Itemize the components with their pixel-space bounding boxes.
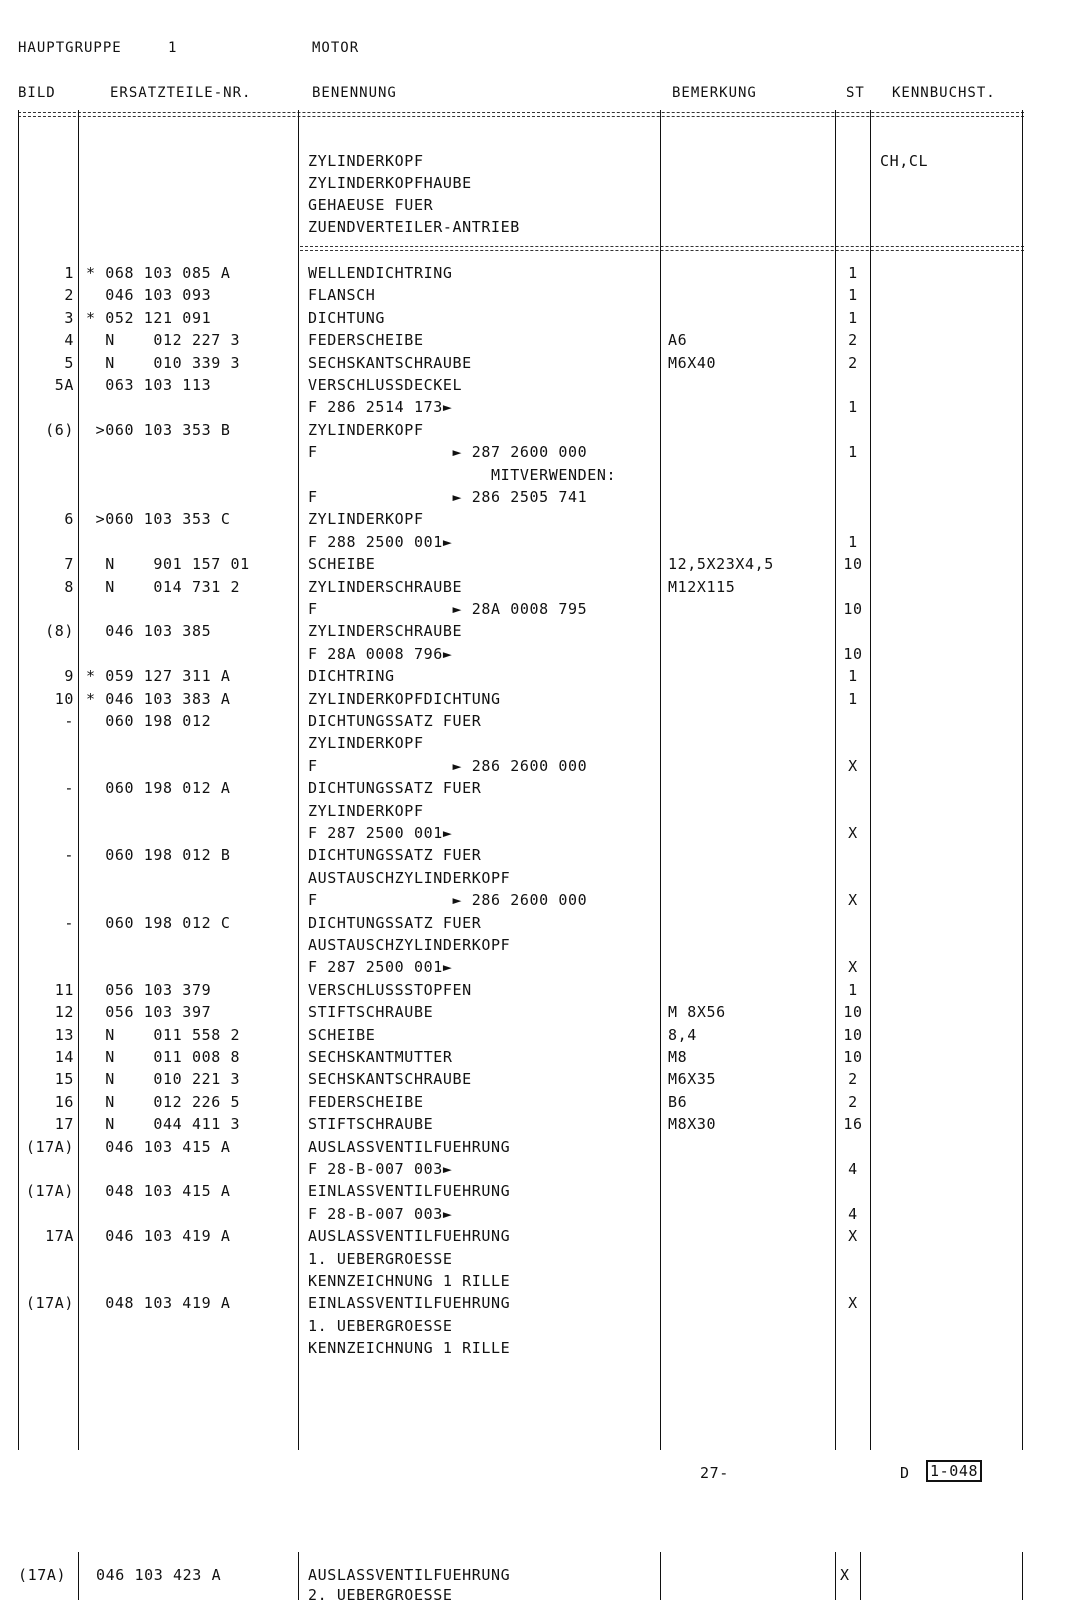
row-ben: FEDERSCHEIBE bbox=[308, 331, 424, 350]
row-ben: F 287 2500 001► bbox=[308, 958, 453, 977]
row-ben: EINLASSVENTILFUEHRUNG bbox=[308, 1182, 511, 1201]
header-separator bbox=[18, 112, 1024, 113]
row-st: 10 bbox=[843, 600, 863, 618]
row-nr: N 011 558 2 bbox=[86, 1025, 241, 1044]
row-bem: M 8X56 bbox=[668, 1003, 726, 1022]
col-teilenr: ERSATZTEILE-NR. bbox=[110, 85, 252, 101]
next-benennung-2: 2. UEBERGROESSE bbox=[308, 1586, 453, 1604]
row-st: X bbox=[848, 824, 858, 842]
row-ben: ZYLINDERKOPF bbox=[308, 801, 424, 820]
row-ben: F 288 2500 001► bbox=[308, 532, 453, 551]
row-bild: 16 bbox=[54, 1092, 74, 1111]
row-nr: 056 103 379 bbox=[86, 980, 212, 999]
row-ben: F ► 28A 0008 795 bbox=[308, 600, 588, 618]
row-bem: M6X35 bbox=[668, 1070, 717, 1089]
row-ben: DICHTUNGSSATZ FUER bbox=[308, 712, 482, 730]
col-divider bbox=[660, 110, 661, 1450]
section-separator-2 bbox=[300, 250, 1024, 251]
row-nr: >060 103 353 C bbox=[86, 510, 231, 529]
row-ben: FEDERSCHEIBE bbox=[308, 1092, 424, 1111]
row-ben: SECHSKANTMUTTER bbox=[308, 1048, 453, 1066]
row-bild: (6) bbox=[45, 420, 74, 439]
col-bild: BILD bbox=[18, 85, 56, 101]
row-ben: ZYLINDERKOPF bbox=[308, 510, 424, 529]
row-ben: ZYLINDERSCHRAUBE bbox=[308, 622, 463, 641]
col-divider bbox=[870, 110, 871, 1450]
section-line: ZYLINDERKOPF bbox=[308, 152, 424, 170]
row-st: 1 bbox=[848, 286, 858, 305]
row-ben: STIFTSCHRAUBE bbox=[308, 1115, 434, 1134]
row-bild: 6 bbox=[64, 510, 74, 529]
row-bem: A6 bbox=[668, 331, 688, 350]
row-ben: MITVERWENDEN: bbox=[308, 465, 617, 484]
row-ben: KENNZEICHNUNG 1 RILLE bbox=[308, 1272, 511, 1290]
next-nr: 046 103 423 A bbox=[96, 1566, 222, 1584]
catalog-code: 1-048 bbox=[926, 1460, 982, 1482]
col-divider bbox=[298, 1552, 299, 1600]
row-bild: 9 bbox=[64, 667, 74, 686]
row-ben: DICHTUNGSSATZ FUER bbox=[308, 913, 482, 932]
row-ben: F 28-B-007 003► bbox=[308, 1204, 453, 1223]
row-ben: EINLASSVENTILFUEHRUNG bbox=[308, 1294, 511, 1313]
row-nr: * 059 127 311 A bbox=[86, 667, 231, 686]
row-bild: (17A) bbox=[25, 1137, 74, 1156]
row-st: 2 bbox=[848, 331, 858, 350]
next-bild: (17A) bbox=[18, 1566, 67, 1584]
row-ben: DICHTRING bbox=[308, 667, 395, 686]
row-nr: >060 103 353 B bbox=[86, 420, 231, 439]
row-bem: B6 bbox=[668, 1092, 688, 1111]
row-st: 10 bbox=[843, 1003, 863, 1022]
row-st: X bbox=[848, 1227, 858, 1246]
row-nr: 048 103 415 A bbox=[86, 1182, 231, 1201]
row-bild: (17A) bbox=[25, 1294, 74, 1313]
row-bild: - bbox=[64, 779, 74, 798]
row-bild: 5A bbox=[54, 376, 74, 394]
row-ben: STIFTSCHRAUBE bbox=[308, 1003, 434, 1022]
row-st: 10 bbox=[843, 1025, 863, 1044]
row-ben: VERSCHLUSSDECKEL bbox=[308, 376, 463, 394]
section-line: ZYLINDERKOPFHAUBE bbox=[308, 174, 472, 192]
row-st: 4 bbox=[848, 1160, 858, 1178]
row-st: 4 bbox=[848, 1204, 858, 1223]
row-bem: M8X30 bbox=[668, 1115, 717, 1134]
row-ben: ZYLINDERKOPF bbox=[308, 420, 424, 439]
row-ben: F 286 2514 173► bbox=[308, 398, 453, 417]
row-nr: 056 103 397 bbox=[86, 1003, 212, 1022]
row-ben: 1. UEBERGROESSE bbox=[308, 1316, 453, 1335]
col-divider bbox=[660, 1552, 661, 1600]
row-nr: N 901 157 01 bbox=[86, 555, 250, 574]
row-ben: F 28-B-007 003► bbox=[308, 1160, 453, 1178]
row-st: X bbox=[848, 891, 858, 910]
row-bild: 17 bbox=[54, 1115, 74, 1134]
row-nr: 060 198 012 A bbox=[86, 779, 231, 798]
col-divider bbox=[78, 110, 79, 1450]
row-bild: - bbox=[64, 846, 74, 865]
row-ben: SCHEIBE bbox=[308, 555, 376, 574]
row-ben: VERSCHLUSSSTOPFEN bbox=[308, 980, 472, 999]
row-st: 16 bbox=[843, 1115, 863, 1134]
section-line: ZUENDVERTEILER-ANTRIEB bbox=[308, 218, 520, 236]
row-bem: 12,5X23X4,5 bbox=[668, 555, 774, 574]
row-ben: AUSTAUSCHZYLINDERKOPF bbox=[308, 936, 511, 954]
row-st: 2 bbox=[848, 1070, 858, 1089]
next-benennung: AUSLASSVENTILFUEHRUNG bbox=[308, 1566, 511, 1584]
row-ben: SCHEIBE bbox=[308, 1025, 376, 1044]
row-nr: N 011 008 8 bbox=[86, 1048, 241, 1066]
row-st: 1 bbox=[848, 532, 858, 551]
row-bild: 12 bbox=[54, 1003, 74, 1022]
row-nr: 046 103 419 A bbox=[86, 1227, 231, 1246]
row-ben: SECHSKANTSCHRAUBE bbox=[308, 1070, 472, 1089]
row-st: 1 bbox=[848, 980, 858, 999]
row-bild: - bbox=[64, 913, 74, 932]
row-ben: F ► 286 2600 000 bbox=[308, 756, 588, 775]
row-bild: 17A bbox=[45, 1227, 74, 1246]
row-st: 10 bbox=[843, 555, 863, 574]
row-bem: M8 bbox=[668, 1048, 688, 1066]
row-ben: ZYLINDERSCHRAUBE bbox=[308, 577, 463, 596]
row-bem: 8,4 bbox=[668, 1025, 697, 1044]
row-bild: 15 bbox=[54, 1070, 74, 1089]
row-st: 1 bbox=[848, 264, 858, 282]
row-nr: * 068 103 085 A bbox=[86, 264, 231, 282]
row-st: X bbox=[848, 958, 858, 977]
row-nr: 060 198 012 B bbox=[86, 846, 231, 865]
row-st: 1 bbox=[848, 443, 858, 462]
row-ben: AUSLASSVENTILFUEHRUNG bbox=[308, 1227, 511, 1246]
row-bild: 5 bbox=[64, 353, 74, 372]
row-ben: DICHTUNGSSATZ FUER bbox=[308, 779, 482, 798]
section-kennbuchst: CH,CL bbox=[880, 152, 929, 170]
row-nr: 063 103 113 bbox=[86, 376, 212, 394]
next-st: X bbox=[840, 1566, 850, 1584]
row-ben: AUSLASSVENTILFUEHRUNG bbox=[308, 1137, 511, 1156]
row-nr: N 012 227 3 bbox=[86, 331, 241, 350]
row-st: 1 bbox=[848, 308, 858, 327]
row-ben: DICHTUNGSSATZ FUER bbox=[308, 846, 482, 865]
row-st: 1 bbox=[848, 398, 858, 417]
row-ben: ZYLINDERKOPFDICHTUNG bbox=[308, 689, 501, 708]
col-divider bbox=[835, 110, 836, 1450]
row-bild: 10 bbox=[54, 689, 74, 708]
row-bild: 11 bbox=[54, 980, 74, 999]
group-title: MOTOR bbox=[312, 40, 360, 56]
col-divider bbox=[298, 110, 299, 1450]
group-label: HAUPTGRUPPE bbox=[18, 40, 122, 56]
row-nr: N 010 339 3 bbox=[86, 353, 241, 372]
row-st: 1 bbox=[848, 689, 858, 708]
row-bild: (8) bbox=[45, 622, 74, 641]
col-divider bbox=[78, 1552, 79, 1600]
col-kennbuchst: KENNBUCHST. bbox=[892, 85, 996, 101]
row-ben: F ► 286 2505 741 bbox=[308, 488, 588, 506]
row-nr: 060 198 012 bbox=[86, 712, 212, 730]
row-st: 10 bbox=[843, 1048, 863, 1066]
row-bild: - bbox=[64, 712, 74, 730]
row-ben: F ► 286 2600 000 bbox=[308, 891, 588, 910]
row-st: X bbox=[848, 1294, 858, 1313]
row-bem: M12X115 bbox=[668, 577, 736, 596]
row-nr: 060 198 012 C bbox=[86, 913, 231, 932]
row-bild: 2 bbox=[64, 286, 74, 305]
section-line: GEHAEUSE FUER bbox=[308, 196, 434, 214]
row-ben: AUSTAUSCHZYLINDERKOPF bbox=[308, 868, 511, 887]
row-ben: 1. UEBERGROESSE bbox=[308, 1249, 453, 1268]
row-ben: KENNZEICHNUNG 1 RILLE bbox=[308, 1339, 511, 1358]
page-number: 27- bbox=[700, 1464, 729, 1482]
row-nr: * 046 103 383 A bbox=[86, 689, 231, 708]
row-nr: N 010 221 3 bbox=[86, 1070, 241, 1089]
row-nr: 048 103 419 A bbox=[86, 1294, 231, 1313]
col-divider bbox=[860, 1552, 861, 1600]
row-ben: FLANSCH bbox=[308, 286, 376, 305]
row-st: 10 bbox=[843, 644, 863, 663]
col-benennung: BENENNUNG bbox=[312, 85, 397, 101]
col-divider bbox=[1022, 1552, 1023, 1600]
row-bild: 14 bbox=[54, 1048, 74, 1066]
row-bem: M6X40 bbox=[668, 353, 717, 372]
row-nr: N 014 731 2 bbox=[86, 577, 241, 596]
row-ben: F 287 2500 001► bbox=[308, 824, 453, 842]
row-st: 2 bbox=[848, 353, 858, 372]
section-separator bbox=[300, 246, 1024, 247]
row-bild: 7 bbox=[64, 555, 74, 574]
row-ben: ZYLINDERKOPF bbox=[308, 734, 424, 753]
row-st: 2 bbox=[848, 1092, 858, 1111]
row-nr: 046 103 415 A bbox=[86, 1137, 231, 1156]
row-bild: 3 bbox=[64, 308, 74, 327]
row-st: 1 bbox=[848, 667, 858, 686]
row-ben: F 28A 0008 796► bbox=[308, 644, 453, 663]
row-ben: WELLENDICHTRING bbox=[308, 264, 453, 282]
row-st: X bbox=[848, 756, 858, 775]
row-ben: DICHTUNG bbox=[308, 308, 386, 327]
row-bild: 1 bbox=[64, 264, 74, 282]
row-bild: (17A) bbox=[25, 1182, 74, 1201]
row-bild: 13 bbox=[54, 1025, 74, 1044]
row-ben: SECHSKANTSCHRAUBE bbox=[308, 353, 472, 372]
row-nr: 046 103 385 bbox=[86, 622, 212, 641]
row-nr: N 012 226 5 bbox=[86, 1092, 241, 1111]
row-nr: * 052 121 091 bbox=[86, 308, 212, 327]
row-bild: 8 bbox=[64, 577, 74, 596]
language-code: D bbox=[900, 1464, 910, 1482]
group-number: 1 bbox=[168, 40, 178, 56]
col-bemerkung: BEMERKUNG bbox=[672, 85, 757, 101]
row-ben: F ► 287 2600 000 bbox=[308, 443, 588, 462]
col-divider bbox=[835, 1552, 836, 1600]
header-separator-2 bbox=[18, 116, 1024, 117]
row-nr: N 044 411 3 bbox=[86, 1115, 241, 1134]
col-divider bbox=[1022, 110, 1023, 1450]
col-st: ST bbox=[846, 85, 865, 101]
row-bild: 4 bbox=[64, 331, 74, 350]
row-nr: 046 103 093 bbox=[86, 286, 212, 305]
